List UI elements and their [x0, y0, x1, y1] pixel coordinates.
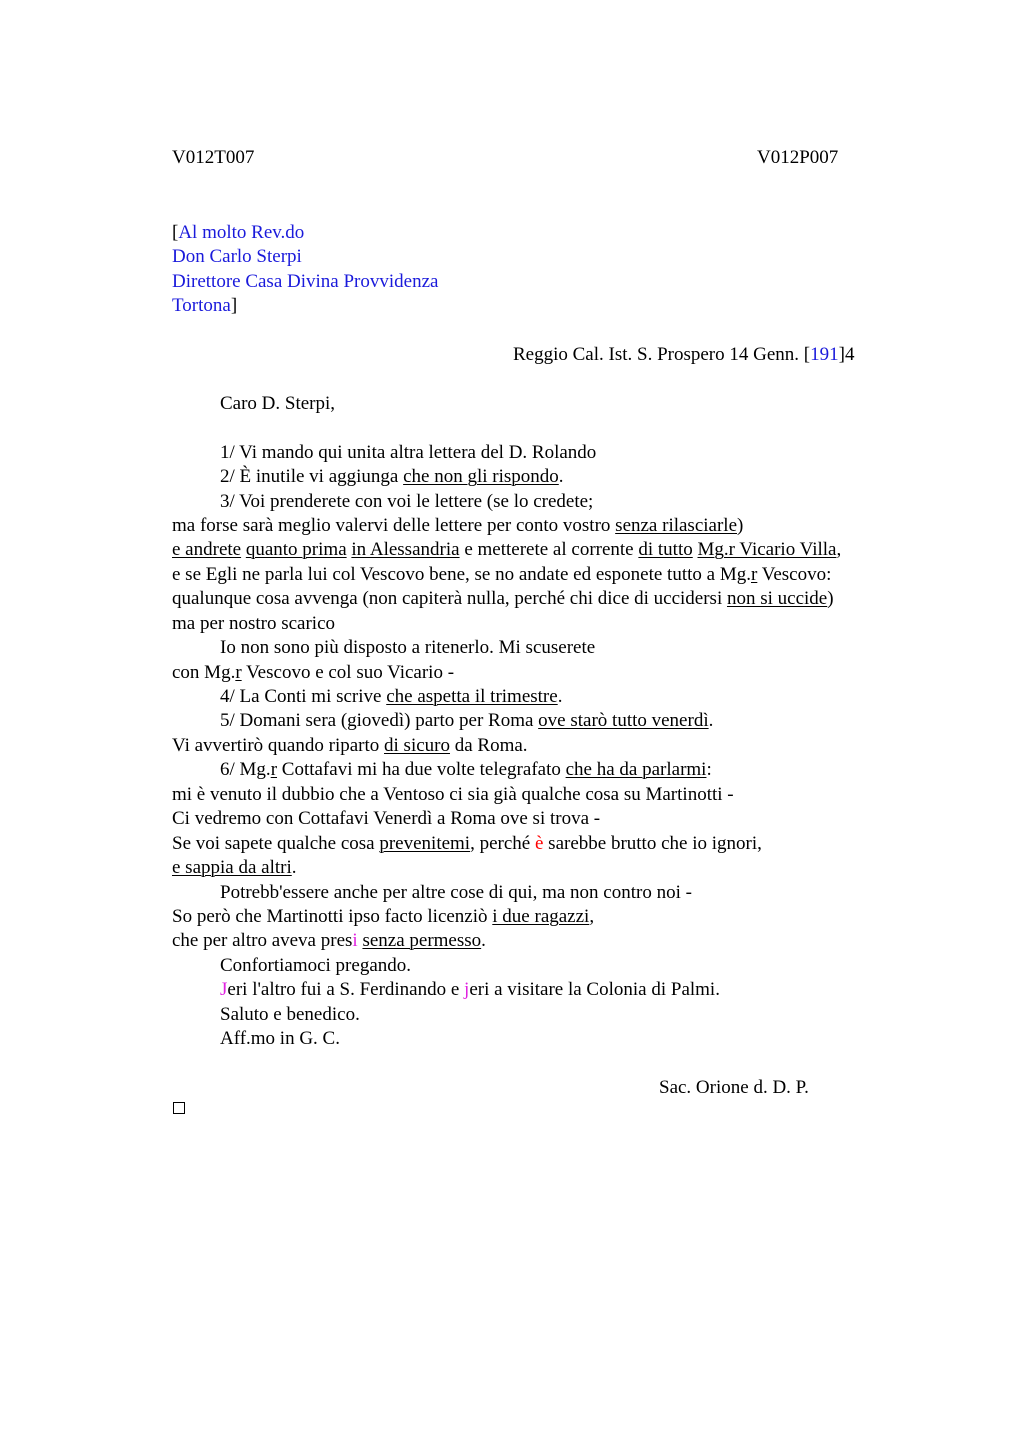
- body-line: Io non sono più disposto a ritenerlo. Mi scuserete: [220, 637, 596, 658]
- address-line-1: [172, 221, 304, 246]
- body-line: e se Egli ne parla lui col Vescovo bene, se no andate ed esponete tutto a Mg.r Vescovo:: [172, 564, 832, 585]
- dateline: [513, 343, 854, 368]
- body-line: 2/ È inutile vi aggiunga che non gli rispondo.: [220, 466, 564, 487]
- address-text: Al molto Rev.do: [178, 222, 305, 243]
- body-line: Jeri l'altro fui a S. Ferdinando e jeri a visitare la Colonia di Palmi.: [220, 979, 720, 1000]
- body-line: e sappia da altri.: [172, 857, 297, 878]
- body-line: So però che Martinotti ipso facto licenziò i due ragazzi,: [172, 906, 595, 927]
- body-line: Potrebb'essere anche per altre cose di qui, ma non contro noi -: [220, 882, 692, 903]
- address-line-4: [172, 294, 237, 319]
- end-marker-box-icon: [173, 1102, 185, 1114]
- body-line: mi è venuto il dubbio che a Ventoso ci sia già qualche cosa su Martinotti -: [172, 784, 734, 805]
- body-line: 1/ Vi mando qui unita altra lettera del D. Rolando: [220, 442, 597, 463]
- address-line-2: Don Carlo Sterpi: [172, 246, 302, 267]
- dateline-prefix: Reggio Cal. Ist. S. Prospero 14 Genn. [: [513, 344, 811, 365]
- body-line: qualunque cosa avvenga (non capiterà nulla, perché chi dice di uccidersi non si uccide): [172, 588, 834, 609]
- body-line: e andrete quanto prima in Alessandria e metterete al corrente di tutto Mg.r Vicario Villa,: [172, 539, 842, 560]
- bracket-close: ]: [230, 295, 238, 316]
- body-line: che per altro aveva presi senza permesso.: [172, 930, 486, 951]
- address-text: Tortona: [172, 295, 231, 316]
- right-code: V012P007: [757, 147, 839, 168]
- dateline-year-insert: 191: [810, 344, 839, 365]
- body-line: Confortiamoci pregando.: [220, 955, 412, 976]
- dateline-suffix: ]4: [838, 344, 855, 365]
- body-line: Ci vedremo con Cottafavi Venerdì a Roma ove si trova -: [172, 808, 601, 829]
- body-line: Saluto e benedico.: [220, 1004, 360, 1025]
- body-line: 6/ Mg.r Cottafavi mi ha due volte telegrafato che ha da parlarmi:: [220, 759, 712, 780]
- body-line: ma per nostro scarico: [172, 613, 336, 634]
- body-line: 3/ Voi prenderete con voi le lettere (se lo credete;: [220, 491, 594, 512]
- body-line: Vi avvertirò quando riparto di sicuro da Roma.: [172, 735, 528, 756]
- bracket-open: [: [172, 222, 179, 243]
- greeting: Caro D. Sterpi,: [220, 393, 336, 414]
- left-code: V012T007: [172, 147, 255, 168]
- signature: Sac. Orione d. D. P.: [659, 1077, 809, 1098]
- body-line: 5/ Domani sera (giovedì) parto per Roma ove starò tutto venerdì.: [220, 710, 714, 731]
- body-line: ma forse sarà meglio valervi delle lettere per conto vostro senza rilasciarle): [172, 515, 744, 536]
- body-line: Aff.mo in G. C.: [220, 1028, 340, 1049]
- body-line: Se voi sapete qualche cosa prevenitemi, perché è sarebbe brutto che io ignori,: [172, 833, 762, 854]
- address-line-3: Direttore Casa Divina Provvidenza: [172, 271, 439, 292]
- body-line: 4/ La Conti mi scrive che aspetta il trimestre.: [220, 686, 563, 707]
- body-line: con Mg.r Vescovo e col suo Vicario -: [172, 662, 455, 683]
